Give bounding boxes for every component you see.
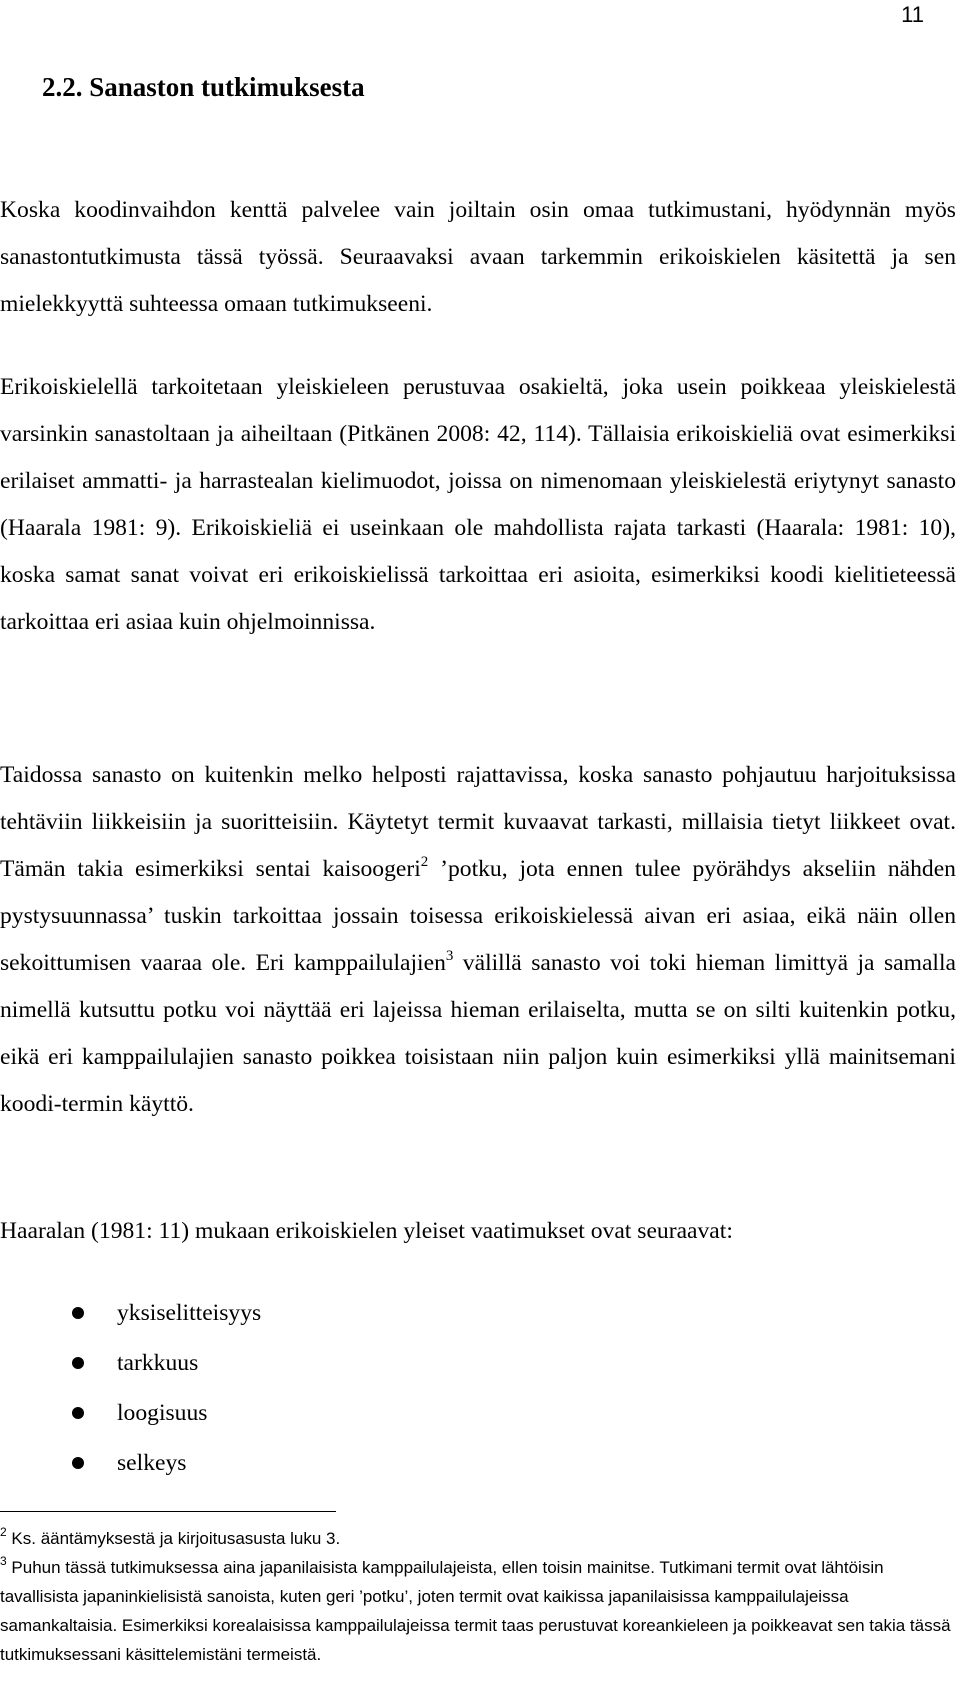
section-heading: 2.2. Sanaston tutkimuksesta <box>42 72 365 102</box>
paragraph-text: välillä sanasto voi toki hieman limittyä ja samalla nimellä kutsuttu potku voi näyttää eri lajeissa hieman erilaiselta, mutta se on silti kuitenkin potku, eikä eri kamppailulajien sanasto poikkea toisistaan niin paljon kuin esimerkiksi yllä mainitsemani koodi-termin käyttö. <box>0 950 957 1117</box>
list-item-label: selkeys <box>117 1450 187 1476</box>
bullet-icon <box>72 1457 84 1469</box>
footnote-ref-3[interactable]: 3 <box>445 948 454 964</box>
bullet-icon <box>72 1357 84 1369</box>
list-item <box>0 1388 261 1438</box>
footnote-3 <box>0 1553 956 1669</box>
page-number: 11 <box>901 2 924 27</box>
footnote-2 <box>0 1524 956 1553</box>
footnote-mark: 2 <box>0 1525 7 1539</box>
footnote-text: Ks. ääntämyksestä ja kirjoitusasusta luku 3. <box>6 1529 341 1548</box>
bullet-icon <box>72 1307 84 1319</box>
list-item-label: yksiselitteisyys <box>117 1300 262 1326</box>
paragraph-requirements-intro: Haaralan (1981: 11) mukaan erikoiskielen yleiset vaatimukset ovat seuraavat: <box>0 1218 733 1244</box>
list-item <box>0 1438 261 1488</box>
paragraph-definition: Erikoiskielellä tarkoitetaan yleiskieleen perustuvaa osakieltä, joka usein poikkeaa yleiskielestä varsinkin sanastoltaan ja aiheiltaan (Pitkänen 2008: 42, 114). Tällaisia erikoiskieliä ovat esimerkiksi erilaiset ammatti- ja harrastealan kielimuodot, joissa on nimenomaan yleiskielestä eriytynyt sanasto (Haarala 1981: 9). Erikoiskieliä ei useinkaan ole mahdollista rajata tarkasti (Haarala: 1981: 10), koska samat sanat voivat eri erikoiskielissä tarkoittaa eri asioita, esimerkiksi koodi kielitieteessä tarkoittaa eri asiaa kuin ohjelmoinnissa. <box>0 374 956 635</box>
paragraph-taido-vocabulary <box>0 752 956 1128</box>
paragraph-intro: Koska koodinvaihdon kenttä palvelee vain joiltain osin omaa tutkimustani, hyödynnän myös sanastontutkimusta tässä työssä. Seuraavaksi avaan tarkemmin erikoiskielen käsitettä ja sen mielekkyyttä suhteessa omaan tutkimukseeni. <box>0 197 956 317</box>
footnote-ref-2[interactable]: 2 <box>420 854 429 870</box>
footnote-text: Puhun tässä tutkimuksessa aina japanilaisista kamppailulajeista, ellen toisin mainitse. Tutkimani termit ovat lähtöisin tavallisista japaninkielisistä sanoista, kuten geri ’potku’, joten termit ovat kaikissa japanilaisissa kamppailulajeissa samankaltaisia. Esimerkiksi korealaisissa kamppailulajeissa termit taas perustuvat koreankieleen ja poikkeavat sen takia tässä tutkimuksessani käsittelemistäni termeistä. <box>0 1558 951 1664</box>
requirements-list <box>0 1288 261 1488</box>
list-item <box>0 1288 261 1338</box>
footnote-mark: 3 <box>0 1554 7 1568</box>
list-item-label: tarkkuus <box>117 1350 199 1376</box>
bullet-icon <box>72 1407 84 1419</box>
paragraph-text: ’potku, jota ennen tulee pyörähdys akseliin nähden pystysuunnassa’ tuskin tarkoittaa jossain toisessa erikoiskielessä aivan eri asiaa, eikä näin ollen sekoittumisen vaaraa ole. Eri kamppailulajien <box>0 856 956 976</box>
paragraph-text: Taidossa sanasto on kuitenkin melko helposti rajattavissa, koska sanasto pohjautuu harjoituksissa tehtäviin liikkeisiin ja suoritteisiin. Käytetyt termit kuvaavat tarkasti, millaisia tietyt liikkeet ovat. Tämän takia esimerkiksi sentai kaisoogeri <box>0 762 956 882</box>
list-item-label: loogisuus <box>117 1400 208 1426</box>
list-item <box>0 1338 261 1388</box>
footnote-separator <box>0 1511 336 1512</box>
